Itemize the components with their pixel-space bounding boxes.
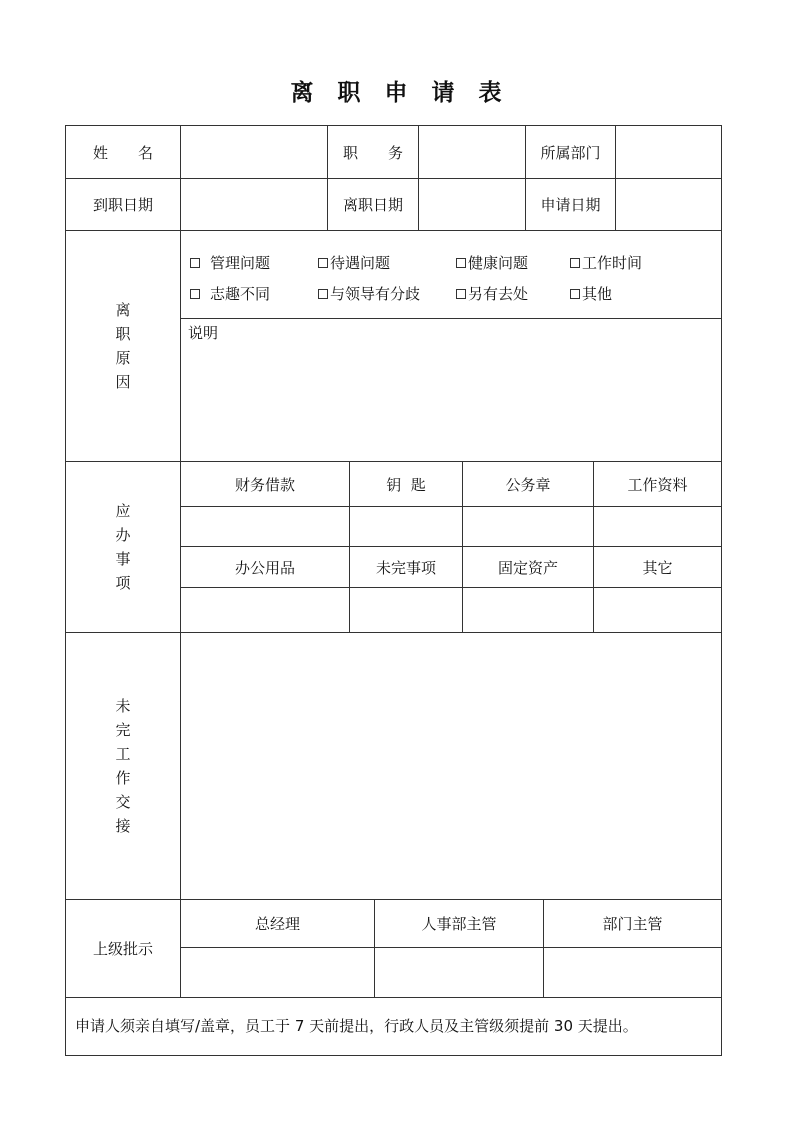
option-disagreement[interactable]: 与领导有分歧 [318, 283, 420, 304]
footer-note: 申请人须亲自填写/盖章，员工于 7 天前提出，行政人员及主管级须提前 30 天提出。 [75, 1017, 638, 1035]
checkbox-icon[interactable] [570, 289, 580, 299]
checkbox-icon[interactable] [190, 258, 200, 268]
tasks-label-char: 办 [115, 526, 131, 544]
option-management[interactable]: 管理问题 [190, 252, 270, 273]
task-keys-field[interactable] [350, 507, 462, 546]
task-other: 其它 [642, 558, 673, 577]
handover-label-char: 完 [115, 721, 131, 739]
option-compensation[interactable]: 待遇问题 [318, 252, 390, 273]
reason-label-char: 因 [115, 373, 131, 391]
position-field[interactable] [419, 126, 525, 178]
position-label: 职 务 [342, 143, 403, 162]
option-health[interactable]: 健康问题 [456, 252, 528, 273]
task-finance-loan-field[interactable] [181, 507, 349, 546]
handover-label [66, 633, 180, 899]
task-other-field[interactable] [594, 588, 721, 632]
divider-reason-options [180, 318, 722, 319]
task-work-materials: 工作资料 [627, 475, 688, 494]
task-official-seal-field[interactable] [463, 507, 593, 546]
task-work-materials-field[interactable] [594, 507, 721, 546]
apply-date-field[interactable] [616, 179, 721, 230]
option-interest[interactable]: 志趣不同 [190, 283, 270, 304]
leave-date-field[interactable] [419, 179, 525, 230]
reason-label-char: 离 [115, 301, 131, 319]
apply-date-label: 申请日期 [540, 196, 601, 214]
checkbox-icon[interactable] [456, 289, 466, 299]
explanation-label: 说明 [188, 324, 219, 342]
divider-approval [65, 997, 722, 998]
approval-hr-manager-field[interactable] [375, 948, 543, 997]
form-title: 离 职 申 请 表 [290, 80, 510, 106]
table-border-bottom [65, 1055, 722, 1056]
start-date-label: 到职日期 [92, 196, 153, 214]
checkbox-icon[interactable] [456, 258, 466, 268]
approval-hr-manager: 人事部主管 [421, 915, 497, 933]
approval-label: 上级批示 [92, 940, 153, 958]
reason-label-char: 职 [115, 325, 131, 343]
checkbox-icon[interactable] [318, 289, 328, 299]
approval-department-manager-field[interactable] [544, 948, 721, 997]
task-official-seal: 公务章 [505, 475, 551, 494]
checkbox-icon[interactable] [570, 258, 580, 268]
handover-label-char: 未 [115, 697, 131, 715]
department-field[interactable] [616, 126, 721, 178]
handover-label-char: 交 [115, 793, 131, 811]
option-other[interactable]: 其他 [570, 283, 612, 304]
approval-general-manager: 总经理 [254, 915, 300, 933]
handover-label-char: 作 [115, 769, 131, 787]
name-label: 姓 名 [92, 143, 153, 162]
tasks-label-char: 应 [115, 502, 131, 520]
option-other-job[interactable]: 另有去处 [456, 283, 528, 304]
table-border-right [721, 125, 722, 1056]
tasks-label-char: 事 [115, 550, 131, 568]
department-label: 所属部门 [540, 143, 601, 162]
tasks-label [66, 462, 180, 632]
checkbox-icon[interactable] [190, 289, 200, 299]
explanation-field[interactable] [181, 344, 721, 461]
task-finance-loan: 财务借款 [234, 475, 295, 494]
name-field[interactable] [181, 126, 327, 178]
task-keys: 钥 匙 [386, 475, 426, 494]
approval-general-manager-field[interactable] [181, 948, 374, 997]
handover-field[interactable] [181, 633, 721, 899]
start-date-field[interactable] [181, 179, 327, 230]
task-unfinished-items: 未完事项 [375, 558, 436, 577]
handover-label-char: 工 [115, 745, 131, 763]
reason-label [66, 231, 180, 461]
task-office-supplies: 办公用品 [234, 558, 295, 577]
option-work-hours[interactable]: 工作时间 [570, 252, 642, 273]
leave-date-label: 离职日期 [342, 196, 403, 214]
tasks-label-char: 项 [115, 574, 131, 592]
task-fixed-assets-field[interactable] [463, 588, 593, 632]
checkbox-icon[interactable] [318, 258, 328, 268]
handover-label-char: 接 [115, 817, 131, 835]
approval-department-manager: 部门主管 [602, 915, 663, 933]
task-office-supplies-field[interactable] [181, 588, 349, 632]
task-fixed-assets: 固定资产 [497, 558, 558, 577]
task-unfinished-items-field[interactable] [350, 588, 462, 632]
reason-label-char: 原 [115, 349, 131, 367]
